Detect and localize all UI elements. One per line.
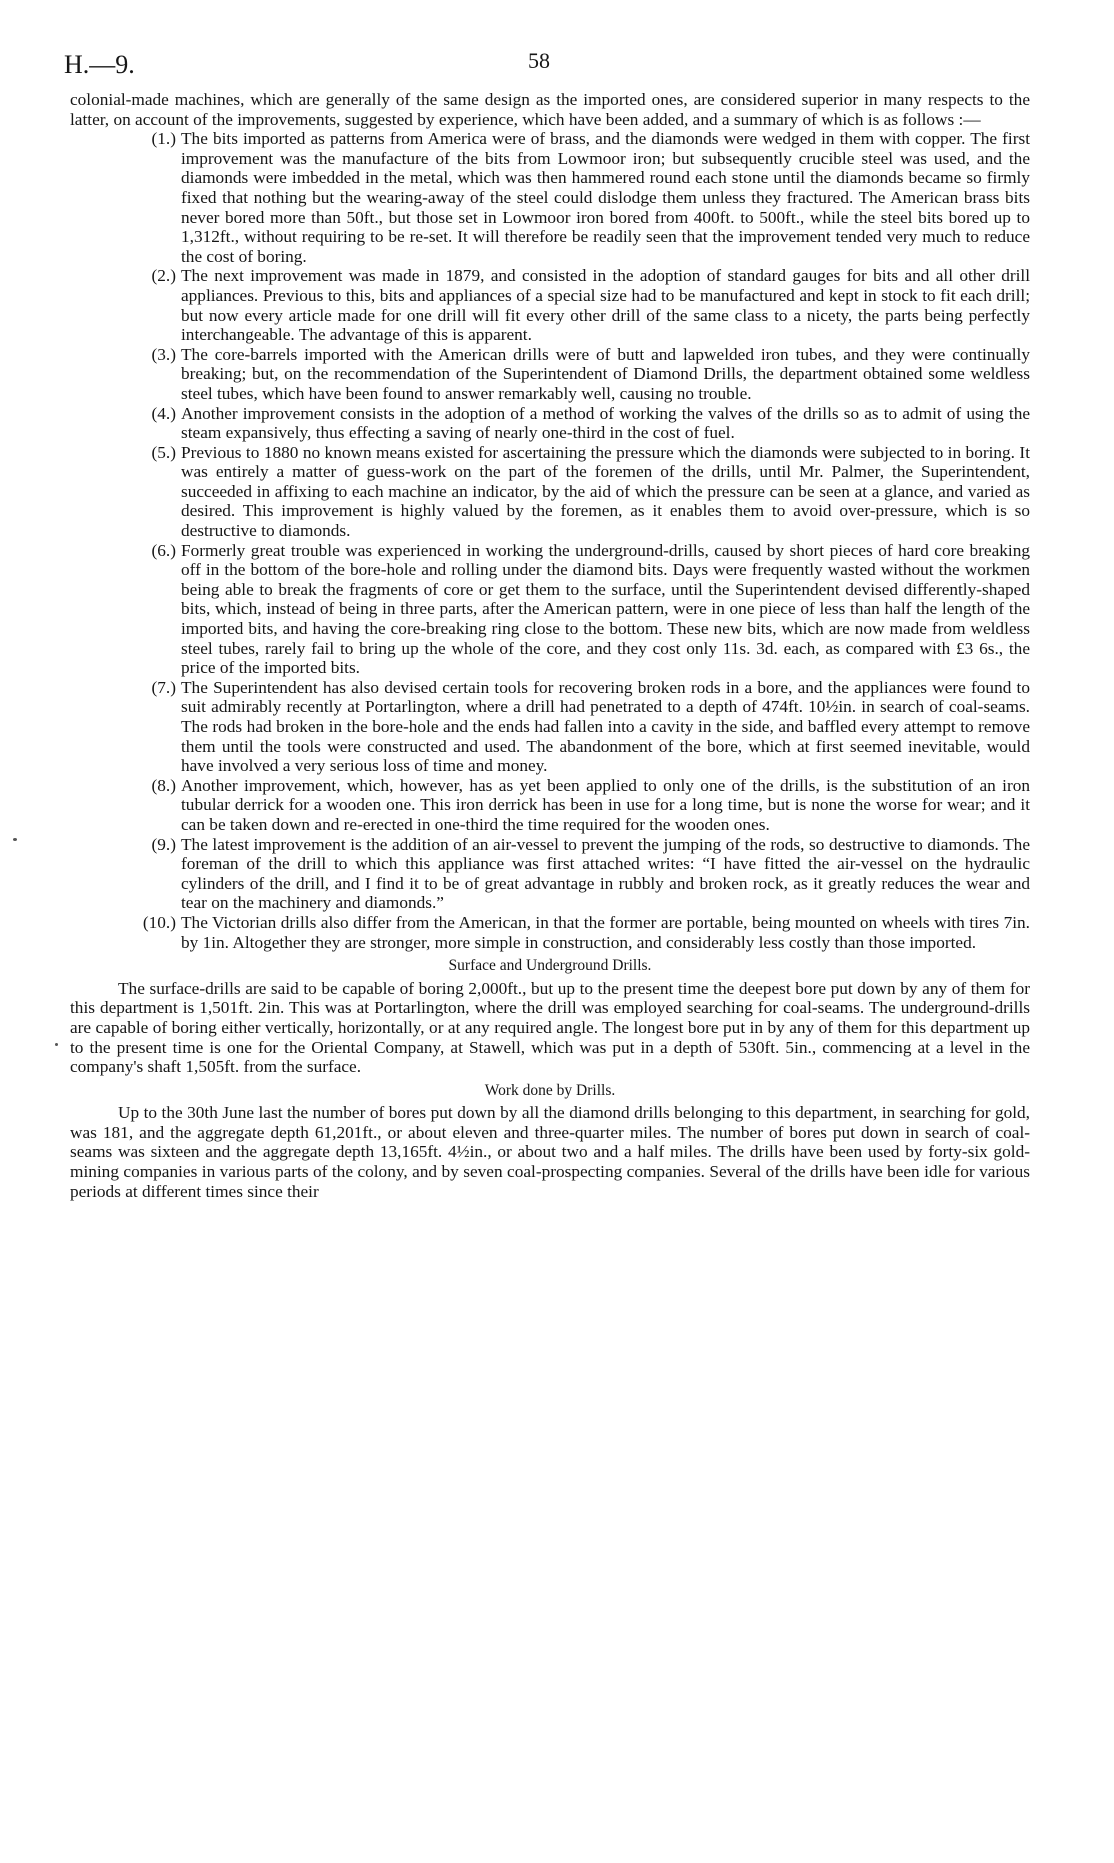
page-number: 58 [528,48,550,73]
improvement-item-8 [70,776,1030,835]
improvement-item-4 [70,404,1030,443]
item-text: Another improvement consists in the adoption of a method of working the valves of the drills so as to admit of using the steam expansively, thus effecting a saving of nearly one-third in the cost of fuel. [181,403,1030,443]
item-number: (8.) [151,775,176,795]
document-page [64,48,1030,1201]
item-text: The bits imported as patterns from America were of brass, and the diamonds were wedged in them with copper. The first improvement was the manufacture of the bits from Lowmoor iron; but subsequently crucible steel was used, and the diamonds were imbedded in the metal, which was then hammered round each stone until the diamonds became so firmly fixed that nothing but the wearing-away of the steel could dislodge them unless they fractured. The American brass bits never bored more than 50ft., but those set in Lowmoor iron bored from 400ft. to 500ft., while the steel bits bored up to 1,312ft., without requiring to be re-set. It will therefore be readily seen that the improvement tended very much to reduce the cost of boring. [181,129,1030,266]
item-number: (4.) [151,403,176,423]
improvement-item-10 [70,913,1030,952]
margin-speck-mark [13,838,17,841]
improvement-item-3 [70,345,1030,404]
improvement-item-9 [70,835,1030,913]
margin-speck-mark [55,1043,58,1046]
item-text: Previous to 1880 no known means existed for ascertaining the pressure which the diamonds were subjected to in boring. It was entirely a matter of guess-work on the part of the foremen of the drills, until Mr. Palmer, the Superintendent, succeeded in affixing to each machine an indicator, by the aid of which the pressure can be seen at a glance, and varied as desired. This improvement is highly valued by the foremen, as it enables them to avoid over-pressure, which is so destructive to diamonds. [181,442,1030,541]
item-text: The Superintendent has also devised certain tools for recovering broken rods in a bore, and the appliances were found to suit admirably recently at Portarlington, where a drill had penetrated to a depth of 474ft. 10½in. in search of coal-seams. The rods had broken in the bore-hole and the ends had fallen into a cavity in the side, and baffled every attempt to remove them until the tools were constructed and used. The abandonment of the bore, which at first seemed inevitable, would have involved a very serious loss of time and money. [181,677,1030,776]
improvement-item-5 [70,443,1030,541]
item-text: The Victorian drills also differ from the American, in that the former are portable, being mounted on wheels with tires 7in. by 1in. Altogether they are stronger, more simple in construction, and considerably less costly than those imported. [181,912,1030,952]
item-number: (10.) [142,912,176,932]
section-heading-work-done: Work done by Drills. [484,1081,616,1099]
section-heading-surface-drills: Surface and Underground Drills. [448,957,652,975]
body-text [70,90,1030,1201]
item-text: Another improvement, which, however, has as yet been applied to only one of the drills, is the substitution of an iron tubular derrick for a wooden one. This iron derrick has been in use for a long time, but is none the worse for wear; and it can be taken down and re-erected in one-third the time required for the wooden ones. [181,775,1030,834]
item-text: The latest improvement is the addition of an air-vessel to prevent the jumping of the rods, so destructive to diamonds. The foreman of the drill to which this appliance was first attached writes: “I have fitted the air-vessel on the hydraulic cylinders of the drill, and I find it to be of great advantage in rubbly and broken rock, as it greatly reduces the wear and tear on the machinery and diamonds.” [181,834,1030,913]
improvement-item-2 [70,266,1030,344]
parliamentary-reference: H.—9. [64,50,135,79]
intro-paragraph: colonial-made machines, which are generally of the same design as the imported ones, are considered superior in many respects to the latter, on account of the improvements, suggested by experience, which have been added, and a summary of which is as follows :— [70,90,1030,129]
item-text: The next improvement was made in 1879, and consisted in the adoption of standard gauges for bits and all other drill appliances. Previous to this, bits and appliances of a special size had to be manufactured and kept in stock to fit each drill; but now every article made for one drill will fit every other drill of the same class to a nicety, the parts being perfectly interchangeable. The advantage of this is apparent. [181,266,1030,345]
item-number: (5.) [151,442,176,462]
item-text: The core-barrels imported with the American drills were of butt and lapwelded iron tubes, and they were continually breaking; but, on the recommendation of the Superintendent of Diamond Drills, the department obtained some weldless steel tubes, which have been found to answer remarkably well, causing no trouble. [181,344,1030,403]
page-header [64,48,1030,90]
improvement-item-1 [70,129,1030,266]
improvement-item-7 [70,678,1030,776]
item-text: Formerly great trouble was experienced in working the underground-drills, caused by short pieces of hard core breaking off in the bottom of the bore-hole and rolling under the diamond bits. Days were frequently wasted without the workmen being able to break the fragments of core or get them to the surface, until the Superintendent devised differently-shaped bits, which, instead of being in three parts, after the American pattern, were in one piece of less than half the length of the imported bits, and having the core-breaking ring close to the bottom. These new bits, which are now made from weldless steel tubes, rarely fail to bring up the whole of the core, and they cost only 11s. 3d. each, as compared with £3 6s., the price of the imported bits. [181,540,1030,678]
improvements-list [70,129,1030,952]
item-number: (9.) [151,834,176,854]
item-number: (6.) [151,540,176,560]
item-number: (3.) [151,344,176,364]
item-number: (1.) [151,129,176,149]
improvement-item-6 [70,541,1030,678]
item-number: (7.) [151,677,176,697]
item-number: (2.) [151,266,176,286]
surface-drills-paragraph: The surface-drills are said to be capable of boring 2,000ft., but up to the present time the deepest bore put down by any of them for this department is 1,501ft. 2in. This was at Portarlington, where the drill was employed searching for coal-seams. The underground-drills are capable of boring either vertically, horizontally, or at any required angle. The longest bore put in by any of them for this department up to the present time is one for the Oriental Company, at Stawell, which was put in a depth of 530ft. 5in., commencing at a level in the company's shaft 1,505ft. from the surface. [70,978,1030,1077]
work-done-paragraph: Up to the 30th June last the number of bores put down by all the diamond drills belonging to this department, in searching for gold, was 181, and the aggregate depth 61,201ft., or about eleven and three-quarter miles. The number of bores put down in search of coal-seams was sixteen and the aggregate depth 13,165ft. 4½in., or about two and a half miles. The drills have been used by forty-six gold-mining companies in various parts of the colony, and by seven coal-prospecting companies. Several of the drills have been idle for various periods at different times since their [70,1103,1030,1201]
